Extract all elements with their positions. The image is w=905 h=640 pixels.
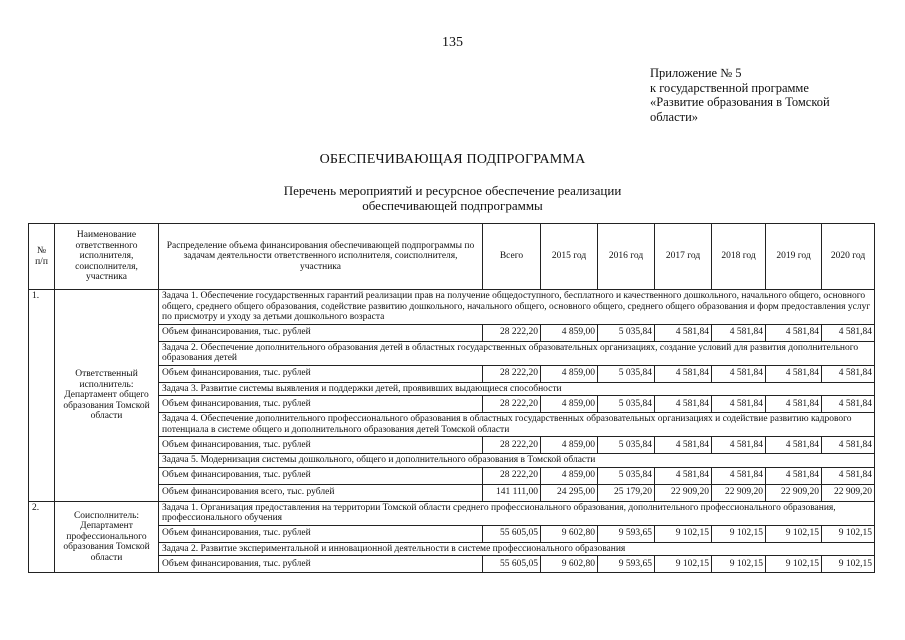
- row-number: 2.: [29, 501, 55, 573]
- cell-2017: 4 581,84: [655, 324, 712, 341]
- row-label: Объем финансирования, тыс. рублей: [159, 365, 483, 382]
- cell-2020: 9 102,15: [822, 525, 875, 542]
- cell-total: 55 605,05: [483, 525, 541, 542]
- cell-2018: 4 581,84: [712, 437, 766, 454]
- cell-2015: 9 602,80: [541, 525, 598, 542]
- row-label: Объем финансирования, тыс. рублей: [159, 556, 483, 573]
- cell-2018: 4 581,84: [712, 365, 766, 382]
- subtitle-line-2: обеспечивающей подпрограммы: [362, 198, 543, 213]
- cell-2017: 4 581,84: [655, 437, 712, 454]
- subtitle-line-1: Перечень мероприятий и ресурсное обеспечение реализации: [283, 183, 622, 198]
- task-row: [29, 290, 875, 325]
- task-text: Задача 4. Обеспечение дополнительного профессионального образования в областных государственных образовательных организациях и содействие развитию кадрового потенциала в системе общего и дополнительного образования детей Томской области: [159, 413, 875, 437]
- row-label: Объем финансирования, тыс. рублей: [159, 324, 483, 341]
- total-row-label: Объем финансирования всего, тыс. рублей: [159, 484, 483, 501]
- task-text: Задача 1. Организация предоставления на территории Томской области среднего профессионального образования, дополнительного профессионального образования, профессионального обучения: [159, 501, 875, 525]
- header-2017: 2017 год: [655, 224, 712, 290]
- cell-2019: 4 581,84: [766, 467, 822, 484]
- cell-2020: 4 581,84: [822, 324, 875, 341]
- header-name: Наименование ответственного исполнителя, соисполнителя, участника: [55, 224, 159, 290]
- document-subtitle: [0, 183, 905, 213]
- row-label: Объем финансирования, тыс. рублей: [159, 396, 483, 413]
- cell-2016: 5 035,84: [598, 365, 655, 382]
- cell-2020: 9 102,15: [822, 556, 875, 573]
- cell-2016: 9 593,65: [598, 556, 655, 573]
- cell-total: 28 222,20: [483, 467, 541, 484]
- header-num: № п/п: [29, 224, 55, 290]
- appendix-line-1: Приложение № 5: [650, 66, 742, 80]
- appendix-line-4: области»: [650, 109, 699, 124]
- cell-2018: 22 909,20: [712, 484, 766, 501]
- cell-2019: 9 102,15: [766, 525, 822, 542]
- cell-2016: 5 035,84: [598, 467, 655, 484]
- header-2015: 2015 год: [541, 224, 598, 290]
- header-2018: 2018 год: [712, 224, 766, 290]
- cell-2016: 25 179,20: [598, 484, 655, 501]
- executor-name: Соисполнитель: Департамент профессионального образования Томской области: [55, 501, 159, 573]
- cell-2015: 4 859,00: [541, 467, 598, 484]
- cell-total: 28 222,20: [483, 324, 541, 341]
- task-text: Задача 2. Развитие экспериментальной и инновационной деятельности в системе профессионального образования: [159, 542, 875, 556]
- cell-total: 55 605,05: [483, 556, 541, 573]
- row-number: 1.: [29, 290, 55, 502]
- cell-2019: 4 581,84: [766, 437, 822, 454]
- cell-2015: 4 859,00: [541, 396, 598, 413]
- cell-2015: 4 859,00: [541, 437, 598, 454]
- row-label: Объем финансирования, тыс. рублей: [159, 525, 483, 542]
- executor-name: Ответственный исполнитель: Департамент общего образования Томской области: [55, 290, 159, 502]
- financing-table: [28, 223, 875, 573]
- cell-2015: 9 602,80: [541, 556, 598, 573]
- cell-2016: 5 035,84: [598, 437, 655, 454]
- cell-total: 141 111,00: [483, 484, 541, 501]
- table-header-row: [29, 224, 875, 290]
- cell-2019: 4 581,84: [766, 324, 822, 341]
- cell-2020: 4 581,84: [822, 396, 875, 413]
- cell-2017: 4 581,84: [655, 365, 712, 382]
- task-text: Задача 1. Обеспечение государственных гарантий реализации прав на получение общедоступного, бесплатного и качественного дошкольного, начального общего, основного общего, среднего общего образования, содействие развитию дошкольного, начального общего, основного общего, среднего общего образования и форм предоставления услуг по присмотру и уходу за детьми дошкольного возраста: [159, 290, 875, 325]
- cell-total: 28 222,20: [483, 396, 541, 413]
- cell-2016: 5 035,84: [598, 324, 655, 341]
- cell-2020: 4 581,84: [822, 437, 875, 454]
- row-label: Объем финансирования, тыс. рублей: [159, 467, 483, 484]
- cell-2016: 9 593,65: [598, 525, 655, 542]
- document-title: ОБЕСПЕЧИВАЮЩАЯ ПОДПРОГРАММА: [319, 152, 586, 167]
- task-text: Задача 3. Развитие системы выявления и поддержки детей, проявивших выдающиеся способности: [159, 382, 875, 396]
- cell-2019: 9 102,15: [766, 556, 822, 573]
- cell-2019: 4 581,84: [766, 365, 822, 382]
- cell-2019: 4 581,84: [766, 396, 822, 413]
- appendix-line-3: «Развитие образования в Томской: [650, 95, 830, 109]
- page-number: 135: [442, 35, 463, 50]
- header-2016: 2016 год: [598, 224, 655, 290]
- task-row: [29, 501, 875, 525]
- cell-total: 28 222,20: [483, 437, 541, 454]
- cell-2017: 9 102,15: [655, 525, 712, 542]
- header-2019: 2019 год: [766, 224, 822, 290]
- cell-2018: 4 581,84: [712, 396, 766, 413]
- header-total: Всего: [483, 224, 541, 290]
- cell-2016: 5 035,84: [598, 396, 655, 413]
- cell-total: 28 222,20: [483, 365, 541, 382]
- appendix-note: [650, 66, 830, 124]
- task-text: Задача 2. Обеспечение дополнительного образования детей в областных государственных образовательных организациях, создание условий для развития дополнительного образования детей: [159, 341, 875, 365]
- cell-2020: 4 581,84: [822, 467, 875, 484]
- cell-2017: 4 581,84: [655, 467, 712, 484]
- header-distribution: Распределение объема финансирования обеспечивающей подпрограммы по задачам деятельности ответственного исполнителя, соисполнителя, участника: [159, 224, 483, 290]
- task-text: Задача 5. Модернизация системы дошкольного, общего и дополнительного образования в Томской области: [159, 454, 875, 468]
- cell-2020: 22 909,20: [822, 484, 875, 501]
- cell-2015: 4 859,00: [541, 324, 598, 341]
- header-2020: 2020 год: [822, 224, 875, 290]
- cell-2015: 24 295,00: [541, 484, 598, 501]
- cell-2019: 22 909,20: [766, 484, 822, 501]
- cell-2018: 9 102,15: [712, 556, 766, 573]
- appendix-line-2: к государственной программе: [650, 80, 809, 95]
- cell-2015: 4 859,00: [541, 365, 598, 382]
- cell-2020: 4 581,84: [822, 365, 875, 382]
- cell-2017: 9 102,15: [655, 556, 712, 573]
- cell-2018: 9 102,15: [712, 525, 766, 542]
- cell-2017: 22 909,20: [655, 484, 712, 501]
- cell-2018: 4 581,84: [712, 324, 766, 341]
- row-label: Объем финансирования, тыс. рублей: [159, 437, 483, 454]
- cell-2018: 4 581,84: [712, 467, 766, 484]
- cell-2017: 4 581,84: [655, 396, 712, 413]
